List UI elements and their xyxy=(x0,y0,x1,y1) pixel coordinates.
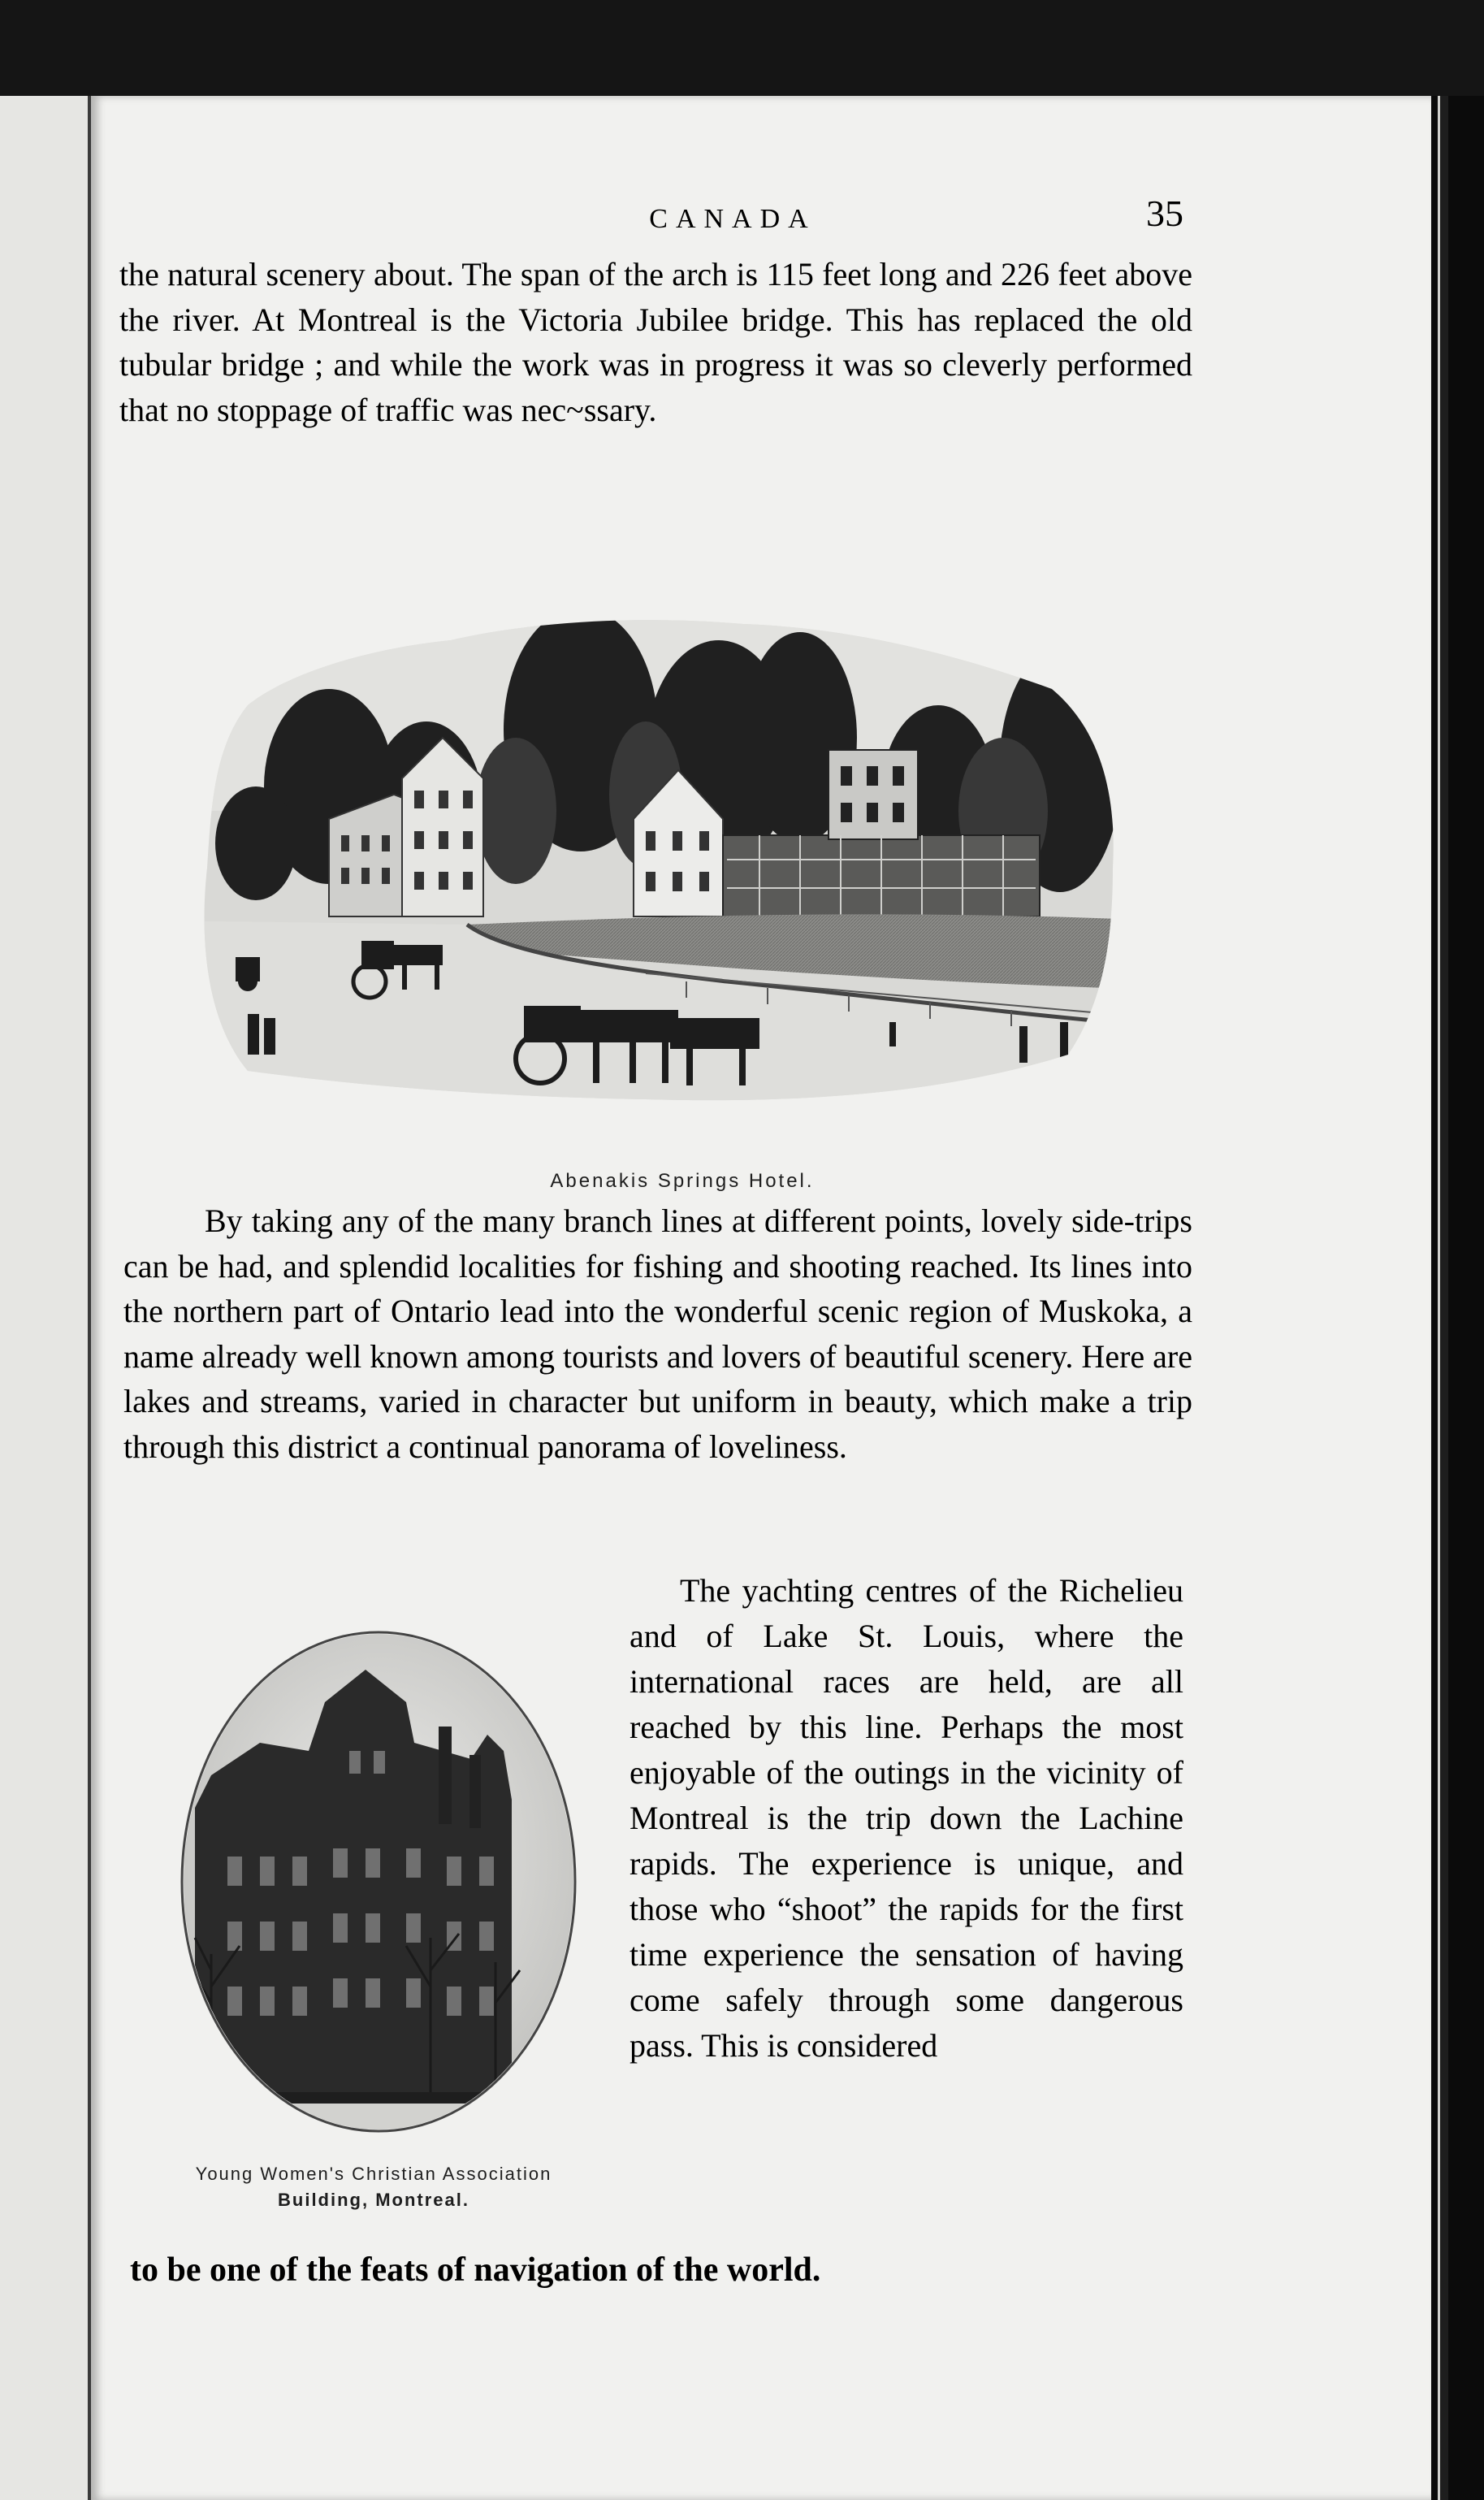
hotel-engraving xyxy=(158,600,1157,1103)
figure-2-caption-line-1: Young Women's Christian Association xyxy=(195,2164,552,2184)
figure-2-caption-line-2: Building, Montreal. xyxy=(278,2190,469,2210)
paragraph-3-final-line: to be one of the feats of navigation of the world. xyxy=(130,2251,821,2289)
figure-2-caption xyxy=(146,2161,601,2213)
figure-1-caption: Abenakis Springs Hotel. xyxy=(550,1170,815,1192)
paragraph-1 xyxy=(119,252,1192,432)
paragraph-3 xyxy=(630,1568,1183,2069)
paragraph-3-text: The yachting centres of the Richelieu and of Lake St. Louis, where the international races are held, are all reached by this line. Perhaps the most enjoyable of the outings in the vicinity of Montreal is the trip down the Lachine rapids. The experience is unique, and those who “shoot” the rapids for the first time experience the sensation of having come safely through some dangerous pass. This is considered xyxy=(630,1572,1183,2064)
ywca-building-photo xyxy=(162,1613,595,2151)
scan-background xyxy=(0,0,1484,97)
paragraph-2 xyxy=(123,1198,1192,1469)
page-edge-right xyxy=(1431,96,1484,2500)
paragraph-2-text: By taking any of the many branch lines at different points, lovely side-trips can be had, and splendid localities for fishing and shooting reached. Its lines into the northern part of Ontario lead into the wonderful scenic region of Muskoka, a name already well known among tourists and lovers of beautiful scenery. Here are lakes and streams, varied in character but uniform in beauty, which make a trip through this district a continual panorama of loveliness. xyxy=(123,1202,1192,1465)
paragraph-1-text: the natural scenery about. The span of the arch is 115 feet long and 226 feet above the river. At Montreal is the Victoria Jubilee bridge. This has replaced the old tubular bridge ; and while the work was in progress it was so cleverly performed that no stoppage of traffic was nec~ssary. xyxy=(119,256,1192,428)
page-number: 35 xyxy=(1146,193,1183,234)
facing-page-edge xyxy=(0,96,91,2500)
running-title: CANADA xyxy=(649,204,816,234)
